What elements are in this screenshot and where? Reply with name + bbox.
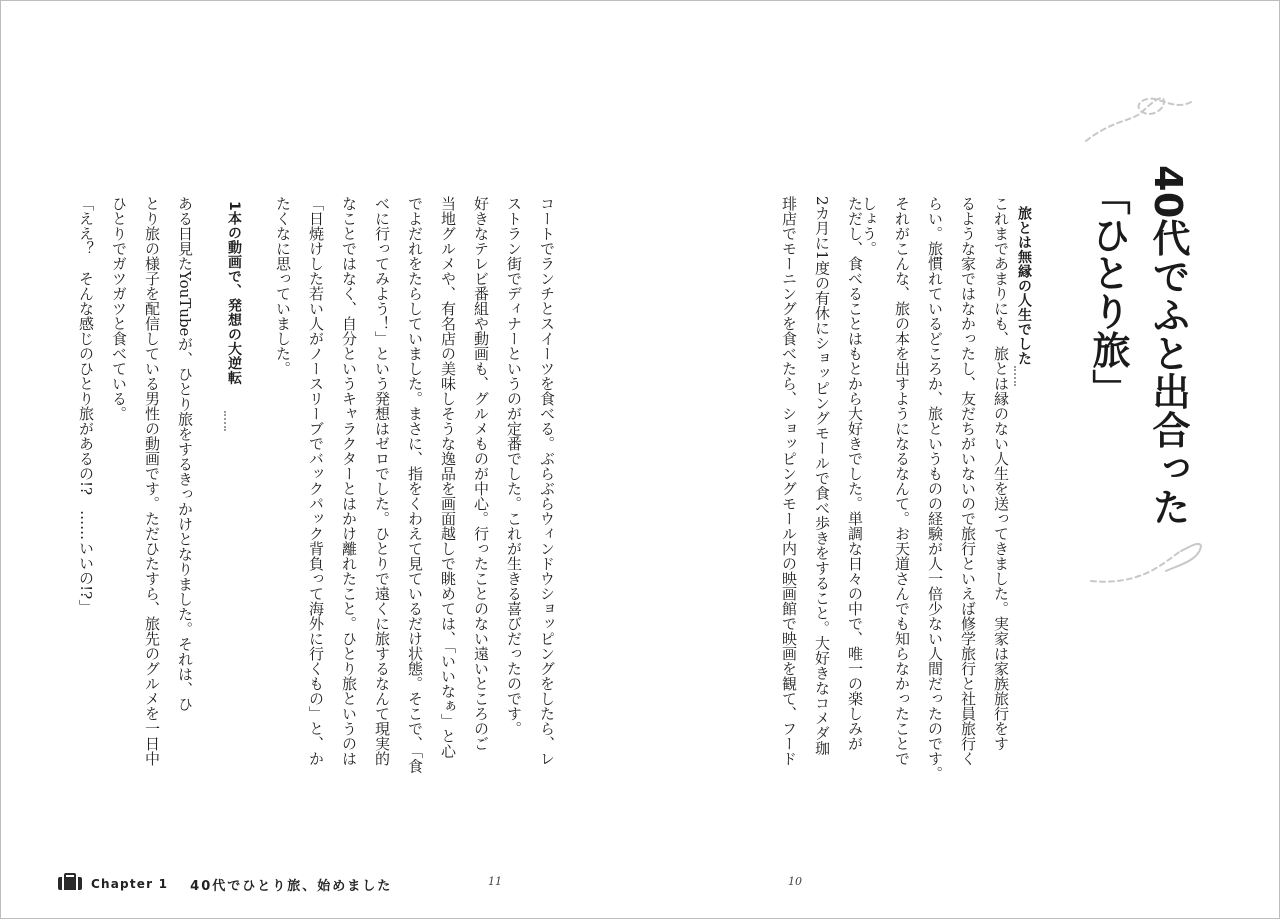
right-body-col-1: ただし、食べることはもとから大好きでした。単調な日々の中で、唯一の楽しみが xyxy=(846,196,864,751)
section1-heading: 旅とは無縁の人生でした xyxy=(1016,206,1032,366)
page-number-right: 10 xyxy=(788,875,802,888)
left-body-col-4: 当地グルメや、有名店の美味しそうな逸品を画面越しで眺めては、「いいなぁ」と心 xyxy=(439,196,457,759)
left-section2-col-3: ひとりでガツガツと食べている。 xyxy=(110,196,128,421)
left-section2-col-4: 「ええ？ そんな感じのひとり旅があるの!? ……いいの!?」 xyxy=(77,196,95,615)
section2-heading: 1本の動画で、発想の大逆転 xyxy=(226,201,242,386)
right-intro-col-1: これまであまりにも、旅とは縁のない人生を送ってきました。実家は家族旅行をす xyxy=(992,196,1010,751)
left-body-col-9: たくなに思っていました。 xyxy=(274,196,292,376)
right-intro-col-3: らい。旅慣れているどころか、旅というものの経験が人一倍少ない人間だったのです。 xyxy=(926,196,944,781)
right-intro-col-5: しょう。 xyxy=(860,196,878,256)
right-intro-block xyxy=(847,196,1017,781)
right-body-col-3: 琲店でモーニングを食べたら、ショッピングモール内の映画館で映画を観て、フード xyxy=(780,196,798,766)
left-body-col-3: 好きなテレビ番組や動画も、グルメものが中心。行ったことのない遠いところのご xyxy=(472,196,490,751)
left-body-col-6: べに行ってみよう！」という発想はゼロでした。ひとりで遠くに旅するなんて現実的 xyxy=(373,196,391,766)
section2-heading-dots xyxy=(224,411,226,431)
suitcase-icon xyxy=(57,873,83,895)
chapter-title-line1: 40代でふと出合った xyxy=(1146,165,1190,526)
left-body-col-2: ストラン街でディナーというのが定番でした。これが生きる喜びだったのです。 xyxy=(505,196,523,736)
left-section2-col-1: ある日見たYouTubeが、ひとり旅をするきっかけとなりました。それは、ひ xyxy=(176,196,194,712)
page-footer xyxy=(57,873,392,895)
right-intro-col-2: るような家ではなかったし、友だちがいないので旅行といえば修学旅行と社員旅行く xyxy=(959,196,977,766)
chapter-label: Chapter 1 xyxy=(91,877,169,891)
chapter-title-line2: 「ひとり旅」 xyxy=(1086,177,1130,408)
left-section2-col-2: とり旅の様子を配信している男性の動画です。ただひたすら、旅先のグルメを一日中 xyxy=(143,196,161,766)
left-body-block xyxy=(263,196,563,774)
left-body-col-8: 「日焼けした若い人がノースリーブでバックパック背負って海外に行くもの」と、か xyxy=(307,196,325,766)
left-body-col-7: なことではなく、自分というキャラクターとはかけ離れたこと。ひとり旅というのは xyxy=(340,196,358,766)
left-body-col-5: でよだれをたらしていました。まさに、指をくわえて見ているだけ状態。そこで、「食 xyxy=(406,196,424,774)
right-body-block xyxy=(771,196,871,766)
right-body-col-2: 2カ月に1度の有休にショッピングモールで食べ歩きをすること。大好きなコメダ珈 xyxy=(813,196,831,756)
page-number-left: 11 xyxy=(488,875,502,888)
left-body-col-1: コートでランチとスイーツを食べる。ぶらぶらウィンドウショッピングをしたら、レ xyxy=(538,196,556,766)
left-section2-block xyxy=(61,196,201,766)
footer-chapter-title: 40代でひとり旅、始めました xyxy=(190,878,393,894)
right-intro-col-4: それがこんな、旅の本を出すようになるなんて。お天道さんでも知らなかったことで xyxy=(893,196,911,766)
